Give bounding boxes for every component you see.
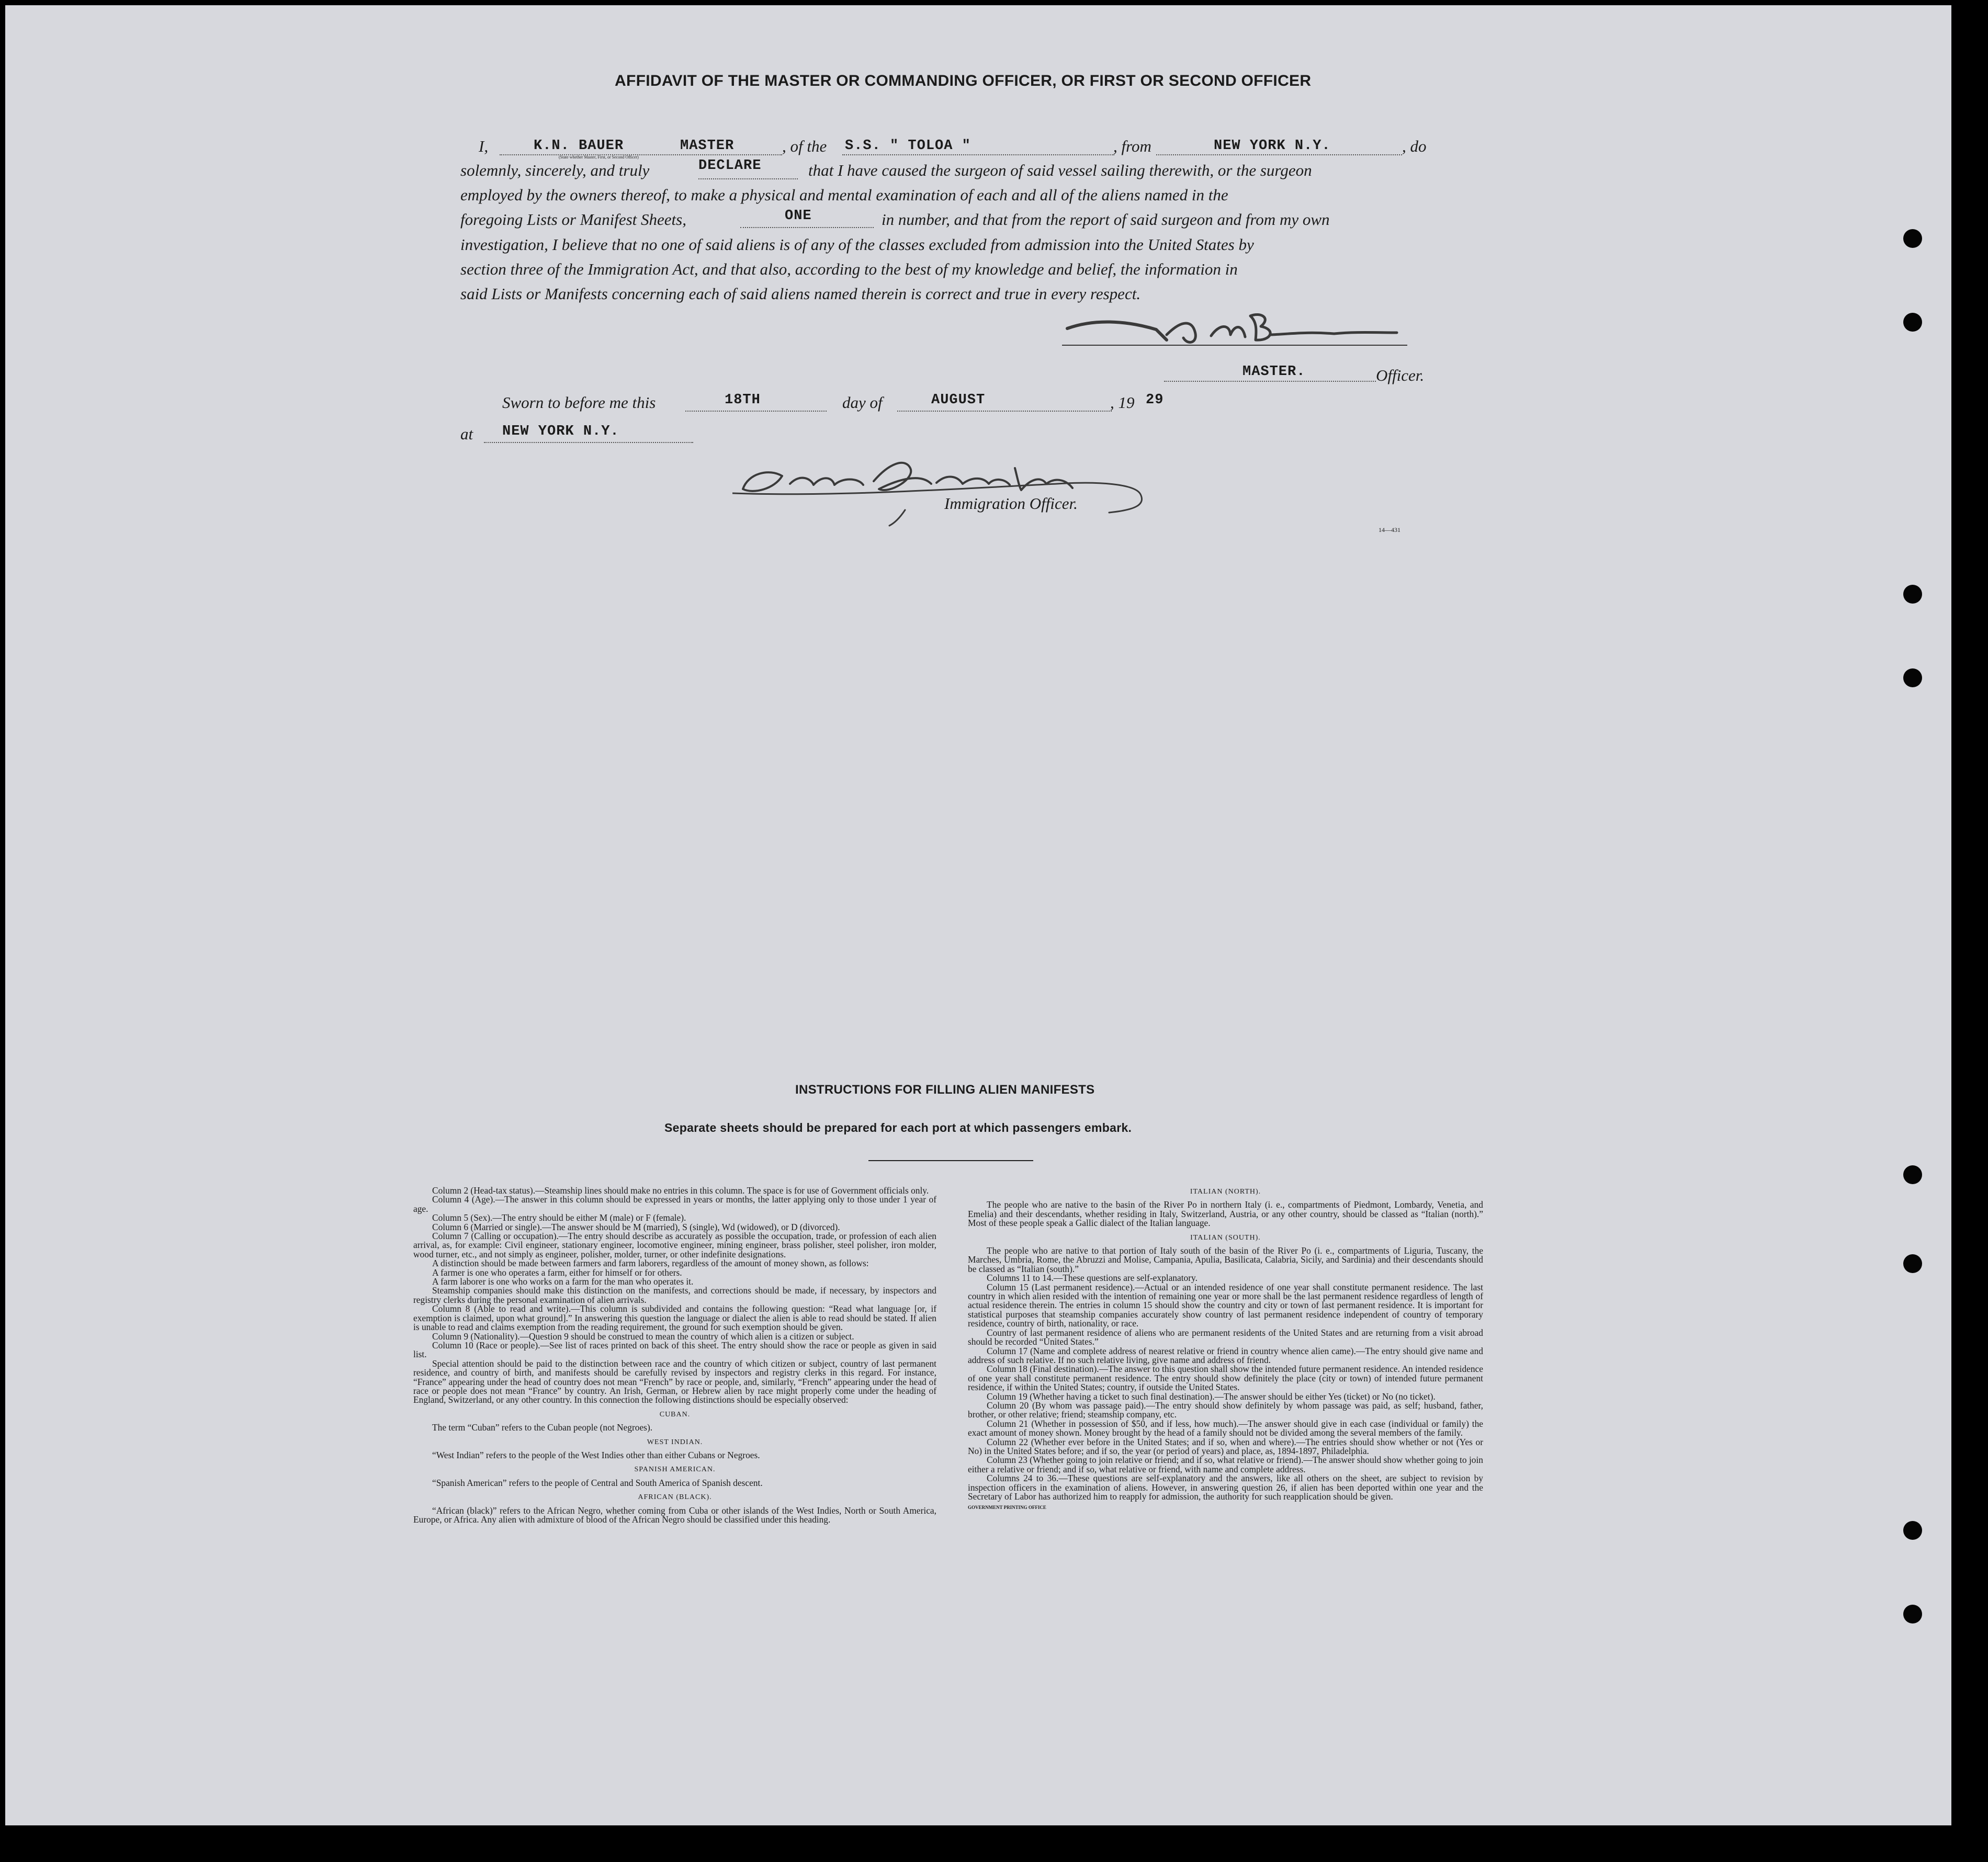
punch-hole bbox=[1903, 668, 1922, 687]
divider bbox=[868, 1160, 1033, 1161]
at-label: at bbox=[460, 425, 473, 443]
instruction-paragraph: Country of last permanent residence of aliens who are permanent residents of the United States and are returning from a visit abroad should be recorded “United States.” bbox=[968, 1327, 1483, 1347]
west-indian-heading: WEST INDIAN. bbox=[647, 1438, 703, 1446]
instruction-paragraph: Column 7 (Calling or occupation).—The entry should describe as accurately as possible the occupation, trade, or profession of each alien arrival, as, for example: Civil engineer, stationary engineer, locomotive engineer, mining engineer, brass polisher, steel polisher, iron molder, wood turner, etc., and not simply as engineer, polisher, molder, turner, or other indefinite designations. bbox=[413, 1231, 936, 1259]
affidavit-line7: said Lists or Manifests concerning each of said aliens named therein is correct and true in every respect. bbox=[460, 285, 1141, 303]
african-heading: AFRICAN (BLACK). bbox=[638, 1493, 712, 1502]
master-rank: MASTER bbox=[680, 138, 735, 154]
instruction-paragraph: A farm laborer is one who works on a farm for the man who operates it. bbox=[432, 1276, 694, 1287]
cuban-heading: CUBAN. bbox=[659, 1410, 691, 1418]
instruction-paragraph: Column 8 (Able to read and write).—This column is subdivided and contains the following question: “Read what language [or, if exemption is claimed, upon what ground].” In answering this question the language or dialect the alien is able to read should be stated. If alien is unable to read and claims exemption from the reading requirement, the ground for such exemption should be given. bbox=[413, 1303, 936, 1333]
instruction-paragraph: Column 22 (Whether ever before in the United States; and if so, when and where).—The entries should show whether or not (Yes or No) in the United States before; and if so, the year (or period of years) and place, as, 1894-1897, Philadelphia. bbox=[968, 1436, 1483, 1456]
instruction-paragraph: Column 23 (Whether going to join relative or friend; and if so, what relative or friend).—The answer should show whether going to join either a relative or friend; and if so, what relative or friend, with name and complete address. bbox=[968, 1455, 1483, 1474]
day-of-label: day of bbox=[842, 393, 883, 412]
immigration-officer-label: Immigration Officer. bbox=[944, 494, 1078, 513]
affidavit-line3: employed by the owners thereof, to make a physical and mental examination of each and all of the aliens named in the bbox=[460, 186, 1228, 204]
instruction-paragraph: Column 9 (Nationality).—Question 9 should be construed to mean the country of which alien is a citizen or subject. bbox=[432, 1331, 854, 1342]
punch-hole bbox=[1903, 1165, 1922, 1184]
instruction-paragraph: Column 21 (Whether in possession of $50, and if less, how much).—The answer should give in each case (individual or family) the exact amount of money shown. Money brought by the head of a family should not be divided among the several members of the family. bbox=[968, 1418, 1483, 1438]
instruction-paragraph: Column 2 (Head-tax status).—Steamship lines should make no entries in this column. The space is for use of Government officials only. bbox=[432, 1185, 929, 1196]
instructions-subtitle: Separate sheets should be prepared for each port at which passengers embark. bbox=[664, 1121, 1132, 1134]
cuban-text: The term “Cuban” refers to the Cuban people (not Negroes). bbox=[432, 1422, 653, 1433]
from-label: , from bbox=[1113, 137, 1151, 155]
master-name: K.N. BAUER bbox=[534, 138, 624, 154]
instruction-paragraph: Columns 11 to 14.—These questions are self-explanatory. bbox=[987, 1273, 1198, 1284]
instruction-paragraph: Column 15 (Last permanent residence).—Actual or an intended residence of one year shall constitute permanent residence. The last country in which alien resided with the intention of remaining one year or more shall be the last permanent residence regardless of length of actual residence therein. The entries in column 15 should show the country and city or town of last permanent residence. It is important for statistical purposes that steamship companies accurately show country of last permanent residence independent of country of temporary residence, country of birth, nationality, or race. bbox=[968, 1281, 1483, 1329]
affidavit-line6: section three of the Immigration Act, and that also, according to the best of my knowledge and belief, the information in bbox=[460, 260, 1238, 278]
west-indian-text: “West Indian” refers to the people of the West Indies other than either Cubans or Negroes. bbox=[432, 1449, 760, 1460]
declare-stamp: DECLARE bbox=[698, 158, 762, 174]
punch-hole bbox=[1903, 1605, 1922, 1623]
instruction-paragraph: Column 17 (Name and complete address of nearest relative or friend in country whence alien came).—The entry should give name and address of such relative. If no such relative living, give name and address of friend. bbox=[968, 1345, 1483, 1365]
affidavit-line4: foregoing Lists or Manifest Sheets, bbox=[460, 210, 686, 229]
instructions-left-column bbox=[413, 1186, 936, 1524]
instructions-right-column bbox=[968, 1182, 1483, 1513]
master-signature bbox=[1062, 309, 1407, 350]
printer-imprint: GOVERNMENT PRINTING OFFICE bbox=[968, 1505, 1046, 1511]
instruction-paragraph: Column 6 (Married or single).—The answer should be M (married), S (single), Wd (widowed), or D (divorced). bbox=[432, 1221, 840, 1232]
instruction-paragraph: Column 5 (Sex).—The entry should be either M (male) or F (female). bbox=[432, 1212, 686, 1223]
affidavit-i: I, bbox=[479, 137, 489, 155]
vessel-name: S.S. " TOLOA " bbox=[845, 138, 971, 154]
sworn-text: Sworn to before me this bbox=[502, 393, 656, 412]
instructions-title: INSTRUCTIONS FOR FILLING ALIEN MANIFESTS bbox=[795, 1083, 1095, 1097]
year-prefix: , 19 bbox=[1110, 393, 1135, 412]
year-suffix: 29 bbox=[1146, 392, 1164, 408]
instruction-paragraph: The people who are native to that portion of Italy south of the basin of the River Po (i. e., compartments of Liguria, Tuscany, the Marches, Umbria, Rome, the Abruzzi and Molise, Campania, Apulia, Basilicata, Calabria, Sicily, and Sardinia) and their descendants should be classed as “Italian (south).” bbox=[968, 1245, 1483, 1274]
italian-north-heading: ITALIAN (NORTH). bbox=[1190, 1188, 1261, 1196]
sworn-month: AUGUST bbox=[931, 392, 986, 408]
instruction-paragraph: Column 20 (By whom was passage paid).—The entry should show definitely by whom passage was paid, as self; husband, father, brother, or other relative; friend; steamship company, etc. bbox=[968, 1400, 1483, 1420]
instruction-paragraph: Special attention should be paid to the distinction between race and the country of which citizen or subject, country of last permanent residence, and country of birth, and manifests should be carefully revised by inspectors and registry clerks in this regard. For instance, “France” appearing under the head of country does not mean “French” by race or people, and, similarly, “French” appearing under the head of race or people does not mean “France” by country. An Irish, German, or Hebrew alien by race might properly come under the heading of England, Switzerland, or any other country. In this connection the following distinctions should be especially observed: bbox=[413, 1358, 936, 1405]
form-number: 14—431 bbox=[1379, 526, 1400, 533]
italian-north-text: The people who are native to the basin of the River Po in northern Italy (i. e., compartments of Piedmont, Lombardy, Venetia, and Emelia) and their descendants, whether residing in Italy, Switzerland, Austria, or any other country, should be classed as “Italian (north).” Most of these people speak a Gallic dialect of the Italian language. bbox=[968, 1199, 1483, 1229]
do-label: , do bbox=[1402, 137, 1427, 155]
punch-hole bbox=[1903, 1521, 1922, 1540]
punch-hole bbox=[1903, 229, 1922, 248]
instruction-paragraph: Column 18 (Final destination).—The answer to this question shall show the intended future permanent residence. An intended residence of one year shall constitute permanent residence. The entry should show definitely the place (city or town) of intended future permanent residence, if within the United States; country, if outside the United States. bbox=[968, 1364, 1483, 1393]
spanish-american-text: “Spanish American” refers to the people of Central and South America of Spanish descent. bbox=[432, 1477, 763, 1488]
instruction-paragraph: Column 4 (Age).—The answer in this column should be expressed in years or months, the latter applying only to those under 1 year of age. bbox=[413, 1194, 936, 1214]
punch-hole bbox=[1903, 1254, 1922, 1273]
spanish-american-heading: SPANISH AMERICAN. bbox=[634, 1466, 716, 1474]
rank-note: (State whether Master, First, or Second Officer) bbox=[559, 155, 639, 160]
affidavit-line5: investigation, I believe that no one of said aliens is of any of the classes excluded from admission into the United States by bbox=[460, 235, 1254, 254]
affidavit-title: AFFIDAVIT OF THE MASTER OR COMMANDING OFFICER, OR FIRST OR SECOND OFFICER bbox=[615, 72, 1312, 89]
from-port: NEW YORK N.Y. bbox=[1214, 138, 1331, 154]
punch-hole bbox=[1903, 585, 1922, 604]
instruction-paragraph: A distinction should be made between farmers and farm laborers, regardless of the amount of money shown, as follows: bbox=[432, 1258, 869, 1269]
officer-label: Officer. bbox=[1376, 366, 1425, 384]
sheets-count: ONE bbox=[785, 208, 812, 224]
sworn-day: 18TH bbox=[725, 392, 761, 408]
of-the-label: , of the bbox=[782, 137, 827, 155]
punch-hole bbox=[1903, 313, 1922, 332]
instruction-paragraph: Column 10 (Race or people).—See list of races printed on back of this sheet. The entry should show the race or people as given in said list. bbox=[413, 1339, 936, 1360]
affidavit-line4b: in number, and that from the report of said surgeon and from my own bbox=[882, 210, 1330, 229]
immigration-officer-signature bbox=[732, 452, 1182, 531]
affidavit-line2: solemnly, sincerely, and truly bbox=[460, 161, 650, 179]
instruction-paragraph: Steamship companies should make this distinction on the manifests, and corrections should be made, if necessary, by inspectors and registry clerks during the personal examination of alien arrivals. bbox=[413, 1285, 936, 1305]
instruction-paragraph: Column 19 (Whether having a ticket to such final destination).—The answer should be either Yes (ticket) or No (no ticket). bbox=[987, 1391, 1436, 1402]
at-place: NEW YORK N.Y. bbox=[502, 424, 619, 439]
instruction-paragraph: Columns 24 to 36.—These questions are self-explanatory and the answers, like all others on the sheet, are subject to revision by inspection officers in the examination of aliens. However, in answering question 26, if alien has been deported within one year and the Secretary of Labor has authorized him to reapply for admission, the authority for such reapplication should be given. bbox=[968, 1473, 1483, 1502]
affidavit-line2b: that I have caused the surgeon of said vessel sailing therewith, or the surgeon bbox=[808, 161, 1312, 179]
italian-south-heading: ITALIAN (SOUTH). bbox=[1190, 1233, 1261, 1242]
manifest-page bbox=[5, 5, 1951, 1825]
officer-title: MASTER. bbox=[1243, 364, 1306, 380]
african-text: “African (black)” refers to the African Negro, whether coming from Cuba or other islands of the West Indies, North or South America, Europe, or Africa. Any alien with admixture of blood of the African Negro should be classified under this heading. bbox=[413, 1505, 936, 1525]
instruction-paragraph: A farmer is one who operates a farm, either for himself or for others. bbox=[432, 1267, 682, 1278]
